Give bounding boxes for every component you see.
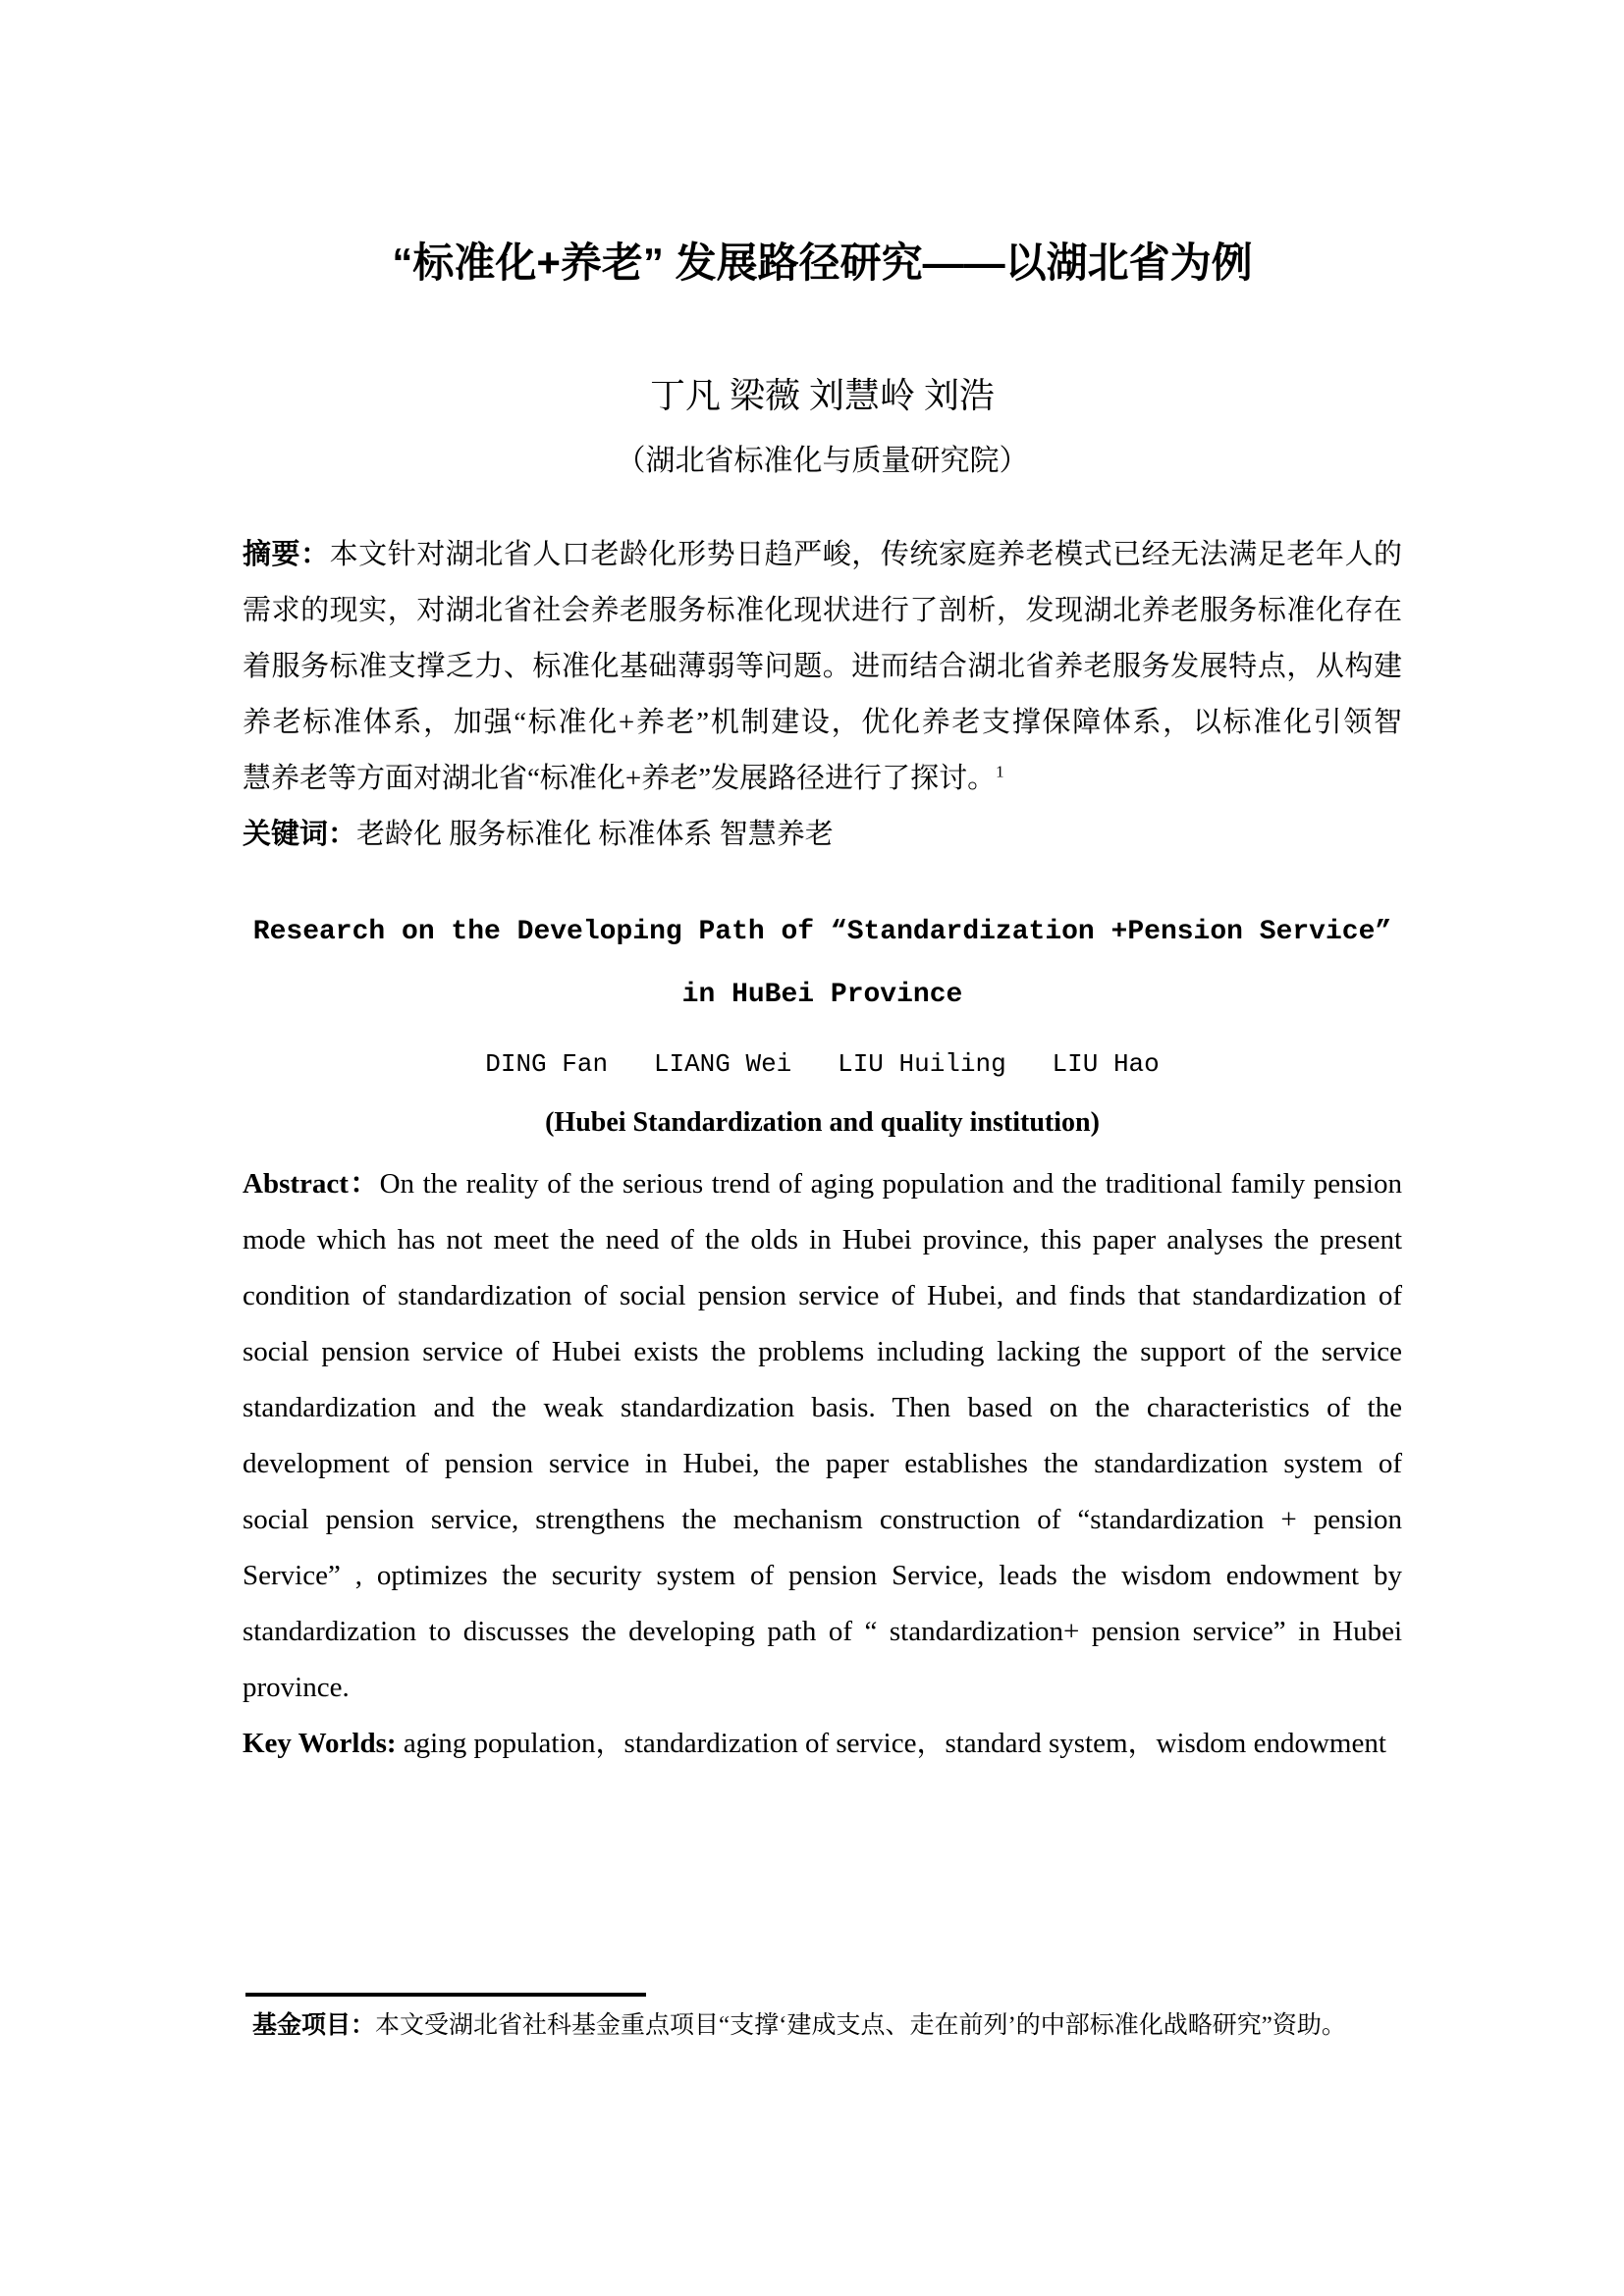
abstract-cn-text: 慧养老等方面对湖北省“标准化+养老”发展路径进行了探讨。 [243,763,997,794]
abstract-en-line [243,1156,1402,1212]
footnote-reference: 1 [996,762,1004,781]
keywords-en [243,1716,1402,1772]
abstract-en-line: development of pension service in Hubei, the paper establishes the standardization system of [243,1448,1402,1479]
paper-title-en-line2: in HuBei Province [681,980,963,1010]
keywords-en-text: aging population，standardization of service，standard system，wisdom endowment [396,1728,1386,1759]
abstract-cn-line: 着服务标准支撑乏力、标准化基础薄弱等问题。进而结合湖北省养老服务发展特点，从构建 [243,651,1402,682]
paper-title-en-line1: Research on the Developing Path of “Standardization +Pension Service” [252,917,1392,947]
abstract-en-line: province. [243,1672,350,1703]
authors-cn: 丁凡 梁薇 刘慧岭 刘浩 [649,376,995,415]
abstract-cn-line: 需求的现实，对湖北省社会养老服务标准化现状进行了剖析，发现湖北养老服务标准化存在 [243,595,1402,626]
abstract-cn-line [243,751,1402,807]
footnote [243,2006,1367,2045]
authors-en: DING Fan LIANG Wei LIU Huiling LIU Hao [485,1049,1160,1079]
affiliation-cn: （湖北省标准化与质量研究院） [616,445,1029,477]
keywords-cn [243,807,1402,863]
paper-title-en [243,901,1402,1027]
abstract-en-label: Abstract： [243,1168,380,1200]
keywords-cn-text: 老龄化 服务标准化 标准体系 智慧养老 [356,819,834,850]
abstract-cn [243,527,1402,863]
abstract-cn-text: 本文针对湖北省人口老龄化形势日趋严峻，传统家庭养老模式已经无法满足老年人的 [329,539,1402,570]
abstract-cn-line [243,527,1402,583]
abstract-en [243,1156,1402,1772]
abstract-en-text: On the reality of the serious trend of aging population and the traditional family pension [379,1168,1402,1200]
abstract-en-line: social pension service of Hubei exists the problems including lacking the support of the service [243,1336,1402,1367]
abstract-en-line: standardization to discusses the developing path of “ standardization+ pension service” in Hubei [243,1616,1402,1647]
abstract-en-line: mode which has not meet the need of the olds in Hubei province, this paper analyses the present [243,1224,1402,1255]
abstract-cn-label: 摘要： [243,539,330,570]
abstract-en-line: Service” , optimizes the security system of pension Service, leads the wisdom endowment by [243,1560,1402,1591]
abstract-en-line: social pension service, strengthens the mechanism construction of “standardization + pension [243,1504,1402,1535]
affiliation-en: (Hubei Standardization and quality institution) [545,1107,1100,1138]
paper-title-cn: “标准化+养老” 发展路径研究——以湖北省为例 [392,240,1253,286]
keywords-cn-label: 关键词： [243,819,357,850]
abstract-en-line: standardization and the weak standardization basis. Then based on the characteristics of the [243,1392,1402,1423]
abstract-cn-line: 养老标准体系，加强“标准化+养老”机制建设，优化养老支撑保障体系，以标准化引领智 [243,707,1402,738]
footnote-separator [245,1993,646,1997]
footnote-text: 本文受湖北省社科基金重点项目“支撑‘建成支点、走在前列’的中部标准化战略研究”资助。 [375,2012,1346,2039]
abstract-en-line: condition of standardization of social pension service of Hubei, and finds that standardization of [243,1280,1402,1311]
keywords-en-label: Key Worlds: [243,1728,397,1759]
footnote-label: 基金项目： [252,2011,376,2039]
